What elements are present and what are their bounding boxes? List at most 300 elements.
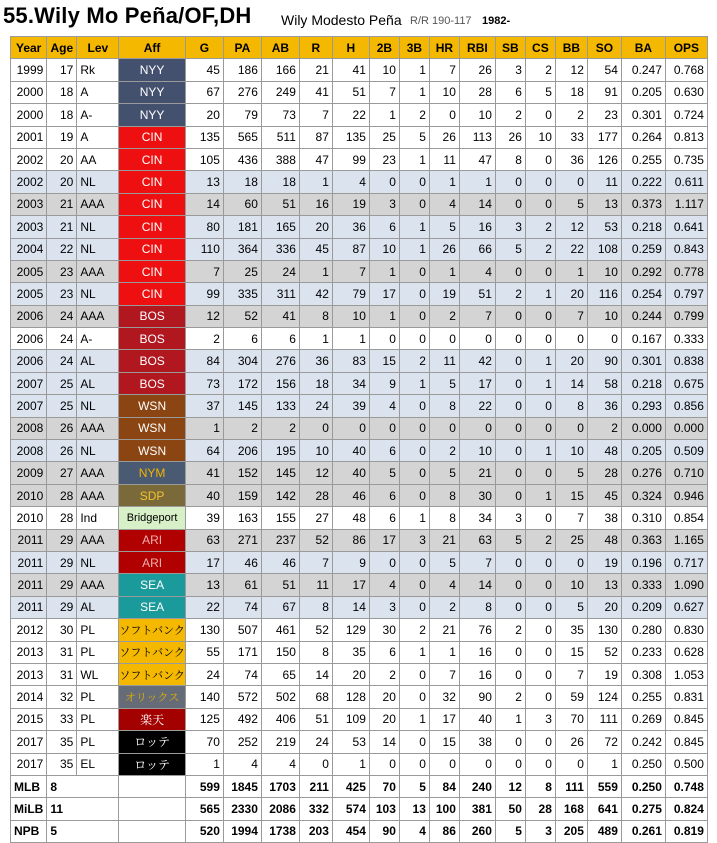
cell-cs: 1 [525, 283, 555, 305]
cell-h: 7 [332, 260, 369, 282]
total-h: 574 [332, 798, 369, 820]
cell-hr: 10 [429, 81, 459, 103]
cell-ab: 65 [261, 663, 299, 685]
table-row [11, 529, 708, 551]
cell-hr: 5 [429, 216, 459, 238]
total-sb: 12 [495, 775, 525, 797]
cell-cs: 0 [525, 171, 555, 193]
column-header-hr: HR [429, 37, 459, 59]
cell-cs: 0 [525, 417, 555, 439]
cell-h: 53 [332, 731, 369, 753]
cell-2b: 20 [369, 708, 399, 730]
cell-ops: 0.630 [665, 81, 707, 103]
cell-so: 10 [587, 305, 621, 327]
cell-so: 126 [587, 148, 621, 170]
cell-ops: 0.838 [665, 350, 707, 372]
cell-cs: 3 [525, 708, 555, 730]
cell-2b: 6 [369, 484, 399, 506]
cell-age: 18 [47, 81, 77, 103]
cell-year: 2000 [11, 81, 47, 103]
cell-3b: 0 [399, 574, 429, 596]
total-rbi: 240 [459, 775, 495, 797]
table-row [11, 596, 708, 618]
team-affiliation: BOS [119, 350, 186, 372]
total-ops: 0.819 [665, 820, 707, 842]
cell-pa: 145 [223, 395, 261, 417]
cell-r: 87 [299, 126, 332, 148]
cell-ops: 0.628 [665, 641, 707, 663]
cell-g: 84 [185, 350, 223, 372]
cell-2b: 17 [369, 283, 399, 305]
cell-3b: 1 [399, 238, 429, 260]
team-affiliation: ロッテ [119, 731, 186, 753]
cell-ab: 2 [261, 417, 299, 439]
team-affiliation: CIN [119, 260, 186, 282]
cell-sb: 3 [495, 216, 525, 238]
cell-hr: 5 [429, 372, 459, 394]
cell-cs: 0 [525, 507, 555, 529]
cell-hr: 15 [429, 731, 459, 753]
cell-2b: 20 [369, 686, 399, 708]
cell-2b: 3 [369, 193, 399, 215]
cell-lev: AAA [77, 260, 119, 282]
cell-hr: 26 [429, 126, 459, 148]
cell-g: 1 [185, 753, 223, 775]
table-row [11, 238, 708, 260]
cell-bb: 7 [555, 507, 587, 529]
cell-pa: 364 [223, 238, 261, 260]
cell-3b: 0 [399, 283, 429, 305]
cell-g: 24 [185, 663, 223, 685]
cell-rbi: 63 [459, 529, 495, 551]
cell-2b: 3 [369, 596, 399, 618]
table-row [11, 507, 708, 529]
team-affiliation: NYY [119, 81, 186, 103]
cell-h: 0 [332, 417, 369, 439]
cell-ba: 0.280 [621, 619, 665, 641]
cell-bb: 10 [555, 440, 587, 462]
cell-cs: 0 [525, 462, 555, 484]
cell-3b: 0 [399, 663, 429, 685]
cell-h: 9 [332, 551, 369, 573]
cell-cs: 0 [525, 686, 555, 708]
cell-hr: 0 [429, 328, 459, 350]
column-header-cs: CS [525, 37, 555, 59]
cell-age: 20 [47, 171, 77, 193]
cell-g: 140 [185, 686, 223, 708]
cell-pa: 206 [223, 440, 261, 462]
cell-pa: 52 [223, 305, 261, 327]
cell-sb: 2 [495, 104, 525, 126]
cell-r: 45 [299, 238, 332, 260]
cell-hr: 1 [429, 260, 459, 282]
team-affiliation: ロッテ [119, 753, 186, 775]
cell-year: 2008 [11, 440, 47, 462]
cell-bb: 33 [555, 126, 587, 148]
cell-3b: 1 [399, 216, 429, 238]
cell-so: 45 [587, 484, 621, 506]
cell-3b: 1 [399, 507, 429, 529]
total-g: 520 [185, 820, 223, 842]
cell-g: 55 [185, 641, 223, 663]
totals-row [11, 775, 708, 797]
cell-so: 58 [587, 372, 621, 394]
total-ops: 0.748 [665, 775, 707, 797]
cell-hr: 2 [429, 596, 459, 618]
cell-pa: 186 [223, 59, 261, 81]
cell-h: 40 [332, 440, 369, 462]
table-row [11, 350, 708, 372]
cell-age: 29 [47, 551, 77, 573]
cell-bb: 25 [555, 529, 587, 551]
team-affiliation: SDP [119, 484, 186, 506]
table-row [11, 619, 708, 641]
table-row [11, 81, 708, 103]
cell-ops: 1.053 [665, 663, 707, 685]
total-rbi: 260 [459, 820, 495, 842]
cell-ba: 0.000 [621, 417, 665, 439]
cell-lev: NL [77, 440, 119, 462]
cell-age: 28 [47, 507, 77, 529]
cell-lev: A [77, 81, 119, 103]
total-ba: 0.250 [621, 775, 665, 797]
cell-so: 10 [587, 260, 621, 282]
cell-age: 24 [47, 328, 77, 350]
cell-lev: NL [77, 238, 119, 260]
cell-3b: 0 [399, 731, 429, 753]
cell-ops: 0.735 [665, 148, 707, 170]
cell-ba: 0.242 [621, 731, 665, 753]
total-g: 565 [185, 798, 223, 820]
cell-hr: 5 [429, 462, 459, 484]
cell-ops: 0.831 [665, 686, 707, 708]
cell-bb: 0 [555, 753, 587, 775]
cell-ab: 156 [261, 372, 299, 394]
table-row [11, 126, 708, 148]
total-ba: 0.261 [621, 820, 665, 842]
cell-r: 51 [299, 708, 332, 730]
cell-ba: 0.259 [621, 238, 665, 260]
cell-ba: 0.301 [621, 104, 665, 126]
cell-hr: 17 [429, 708, 459, 730]
cell-hr: 21 [429, 619, 459, 641]
cell-r: 7 [299, 551, 332, 573]
cell-2b: 6 [369, 216, 399, 238]
cell-ops: 1.117 [665, 193, 707, 215]
total-cs: 28 [525, 798, 555, 820]
cell-cs: 1 [525, 440, 555, 462]
total-g: 599 [185, 775, 223, 797]
team-affiliation: ARI [119, 551, 186, 573]
cell-cs: 1 [525, 350, 555, 372]
cell-rbi: 40 [459, 708, 495, 730]
cell-sb: 0 [495, 574, 525, 596]
cell-age: 24 [47, 350, 77, 372]
cell-age: 26 [47, 440, 77, 462]
cell-sb: 5 [495, 529, 525, 551]
cell-ba: 0.269 [621, 708, 665, 730]
cell-sb: 2 [495, 686, 525, 708]
column-header-3b: 3B [399, 37, 429, 59]
cell-ab: 150 [261, 641, 299, 663]
cell-3b: 1 [399, 148, 429, 170]
cell-so: 177 [587, 126, 621, 148]
cell-year: 2017 [11, 731, 47, 753]
cell-rbi: 14 [459, 193, 495, 215]
cell-ba: 0.293 [621, 395, 665, 417]
cell-so: 13 [587, 574, 621, 596]
cell-3b: 0 [399, 686, 429, 708]
cell-rbi: 42 [459, 350, 495, 372]
cell-pa: 565 [223, 126, 261, 148]
cell-lev: PL [77, 686, 119, 708]
cell-sb: 0 [495, 305, 525, 327]
team-affiliation: ソフトバンク [119, 663, 186, 685]
cell-3b: 1 [399, 641, 429, 663]
cell-cs: 2 [525, 216, 555, 238]
cell-cs: 0 [525, 305, 555, 327]
cell-ba: 0.255 [621, 148, 665, 170]
cell-bb: 7 [555, 305, 587, 327]
cell-ops: 0.843 [665, 238, 707, 260]
cell-cs: 2 [525, 59, 555, 81]
cell-h: 22 [332, 104, 369, 126]
cell-ops: 0.675 [665, 372, 707, 394]
cell-2b: 6 [369, 440, 399, 462]
team-affiliation: CIN [119, 171, 186, 193]
cell-2b: 1 [369, 305, 399, 327]
cell-r: 16 [299, 193, 332, 215]
cell-r: 20 [299, 216, 332, 238]
cell-hr: 0 [429, 417, 459, 439]
column-header-ops: OPS [665, 37, 707, 59]
table-row [11, 574, 708, 596]
column-header-bb: BB [555, 37, 587, 59]
cell-sb: 0 [495, 260, 525, 282]
cell-lev: PL [77, 731, 119, 753]
cell-bb: 1 [555, 260, 587, 282]
cell-sb: 5 [495, 238, 525, 260]
cell-r: 1 [299, 171, 332, 193]
cell-year: 2017 [11, 753, 47, 775]
cell-r: 14 [299, 663, 332, 685]
cell-ops: 0.768 [665, 59, 707, 81]
cell-sb: 0 [495, 753, 525, 775]
cell-bb: 0 [555, 328, 587, 350]
cell-year: 2015 [11, 708, 47, 730]
cell-age: 20 [47, 148, 77, 170]
cell-year: 2002 [11, 148, 47, 170]
cell-h: 40 [332, 462, 369, 484]
cell-r: 47 [299, 148, 332, 170]
table-row [11, 148, 708, 170]
player-header [0, 0, 717, 34]
team-affiliation: NYY [119, 104, 186, 126]
total-r: 211 [299, 775, 332, 797]
player-title: 55.Wily Mo Peña/OF,DH [3, 3, 252, 28]
cell-rbi: 76 [459, 619, 495, 641]
cell-sb: 0 [495, 328, 525, 350]
team-affiliation: CIN [119, 283, 186, 305]
cell-cs: 0 [525, 193, 555, 215]
team-affiliation: WSN [119, 440, 186, 462]
team-affiliation: NYM [119, 462, 186, 484]
cell-ops: 0.333 [665, 328, 707, 350]
table-row [11, 753, 708, 775]
cell-hr: 2 [429, 305, 459, 327]
cell-rbi: 26 [459, 59, 495, 81]
cell-g: 67 [185, 81, 223, 103]
cell-rbi: 10 [459, 440, 495, 462]
cell-hr: 4 [429, 574, 459, 596]
cell-lev: Rk [77, 59, 119, 81]
total-bb: 168 [555, 798, 587, 820]
team-affiliation: ソフトバンク [119, 641, 186, 663]
cell-year: 2002 [11, 171, 47, 193]
cell-h: 20 [332, 663, 369, 685]
cell-ab: 142 [261, 484, 299, 506]
table-row [11, 663, 708, 685]
cell-cs: 0 [525, 731, 555, 753]
cell-hr: 11 [429, 148, 459, 170]
cell-cs: 1 [525, 484, 555, 506]
totals-seasons: 11 [47, 798, 119, 820]
cell-lev: NL [77, 283, 119, 305]
team-affiliation: CIN [119, 126, 186, 148]
cell-h: 79 [332, 283, 369, 305]
cell-g: 14 [185, 193, 223, 215]
total-pa: 1845 [223, 775, 261, 797]
cell-ab: 155 [261, 507, 299, 529]
cell-so: 23 [587, 104, 621, 126]
cell-ab: 46 [261, 551, 299, 573]
cell-so: 48 [587, 529, 621, 551]
cell-g: 12 [185, 305, 223, 327]
cell-year: 2003 [11, 193, 47, 215]
cell-g: 125 [185, 708, 223, 730]
cell-g: 64 [185, 440, 223, 462]
cell-lev: A- [77, 104, 119, 126]
cell-bb: 35 [555, 619, 587, 641]
cell-year: 2007 [11, 372, 47, 394]
cell-rbi: 16 [459, 216, 495, 238]
cell-age: 31 [47, 663, 77, 685]
cell-hr: 19 [429, 283, 459, 305]
column-header-sb: SB [495, 37, 525, 59]
cell-sb: 3 [495, 59, 525, 81]
total-3b: 5 [399, 775, 429, 797]
cell-ba: 0.301 [621, 350, 665, 372]
cell-rbi: 7 [459, 551, 495, 573]
cell-lev: Ind [77, 507, 119, 529]
cell-rbi: 22 [459, 395, 495, 417]
total-ab: 1738 [261, 820, 299, 842]
cell-g: 41 [185, 462, 223, 484]
cell-ops: 0.641 [665, 216, 707, 238]
cell-so: 53 [587, 216, 621, 238]
cell-hr: 26 [429, 238, 459, 260]
cell-hr: 8 [429, 484, 459, 506]
cell-hr: 7 [429, 663, 459, 685]
cell-h: 86 [332, 529, 369, 551]
cell-pa: 46 [223, 551, 261, 573]
cell-lev: NL [77, 171, 119, 193]
cell-age: 25 [47, 372, 77, 394]
cell-g: 17 [185, 551, 223, 573]
cell-ops: 0.724 [665, 104, 707, 126]
cell-3b: 1 [399, 708, 429, 730]
cell-2b: 2 [369, 663, 399, 685]
cell-ab: 18 [261, 171, 299, 193]
cell-3b: 0 [399, 440, 429, 462]
table-header-row [11, 37, 708, 59]
cell-bb: 70 [555, 708, 587, 730]
cell-g: 40 [185, 484, 223, 506]
cell-sb: 0 [495, 395, 525, 417]
cell-ab: 461 [261, 619, 299, 641]
cell-ab: 73 [261, 104, 299, 126]
cell-ab: 388 [261, 148, 299, 170]
cell-ops: 0.830 [665, 619, 707, 641]
cell-bb: 59 [555, 686, 587, 708]
cell-bb: 10 [555, 574, 587, 596]
cell-year: 2012 [11, 619, 47, 641]
cell-pa: 152 [223, 462, 261, 484]
cell-age: 18 [47, 104, 77, 126]
table-row [11, 260, 708, 282]
cell-r: 18 [299, 372, 332, 394]
table-row [11, 731, 708, 753]
cell-h: 35 [332, 641, 369, 663]
cell-year: 2011 [11, 574, 47, 596]
column-header-year: Year [11, 37, 47, 59]
cell-g: 37 [185, 395, 223, 417]
cell-h: 17 [332, 574, 369, 596]
cell-rbi: 1 [459, 171, 495, 193]
cell-age: 28 [47, 484, 77, 506]
cell-ab: 219 [261, 731, 299, 753]
total-sb: 5 [495, 820, 525, 842]
cell-lev: AAA [77, 529, 119, 551]
total-ab: 2086 [261, 798, 299, 820]
cell-3b: 0 [399, 417, 429, 439]
team-affiliation: ソフトバンク [119, 619, 186, 641]
cell-ops: 0.813 [665, 126, 707, 148]
cell-lev: AL [77, 350, 119, 372]
cell-sb: 0 [495, 417, 525, 439]
team-affiliation: CIN [119, 193, 186, 215]
cell-ab: 311 [261, 283, 299, 305]
cell-ops: 0.778 [665, 260, 707, 282]
cell-g: 13 [185, 171, 223, 193]
birth-year: 1982- [482, 15, 511, 27]
cell-ab: 195 [261, 440, 299, 462]
cell-h: 46 [332, 484, 369, 506]
cell-bb: 5 [555, 462, 587, 484]
cell-age: 25 [47, 395, 77, 417]
table-row [11, 372, 708, 394]
cell-ab: 276 [261, 350, 299, 372]
cell-2b: 7 [369, 81, 399, 103]
cell-hr: 32 [429, 686, 459, 708]
cell-r: 27 [299, 507, 332, 529]
cell-cs: 0 [525, 328, 555, 350]
cell-2b: 9 [369, 372, 399, 394]
cell-ops: 0.717 [665, 551, 707, 573]
cell-3b: 0 [399, 260, 429, 282]
cell-age: 21 [47, 193, 77, 215]
cell-3b: 0 [399, 753, 429, 775]
